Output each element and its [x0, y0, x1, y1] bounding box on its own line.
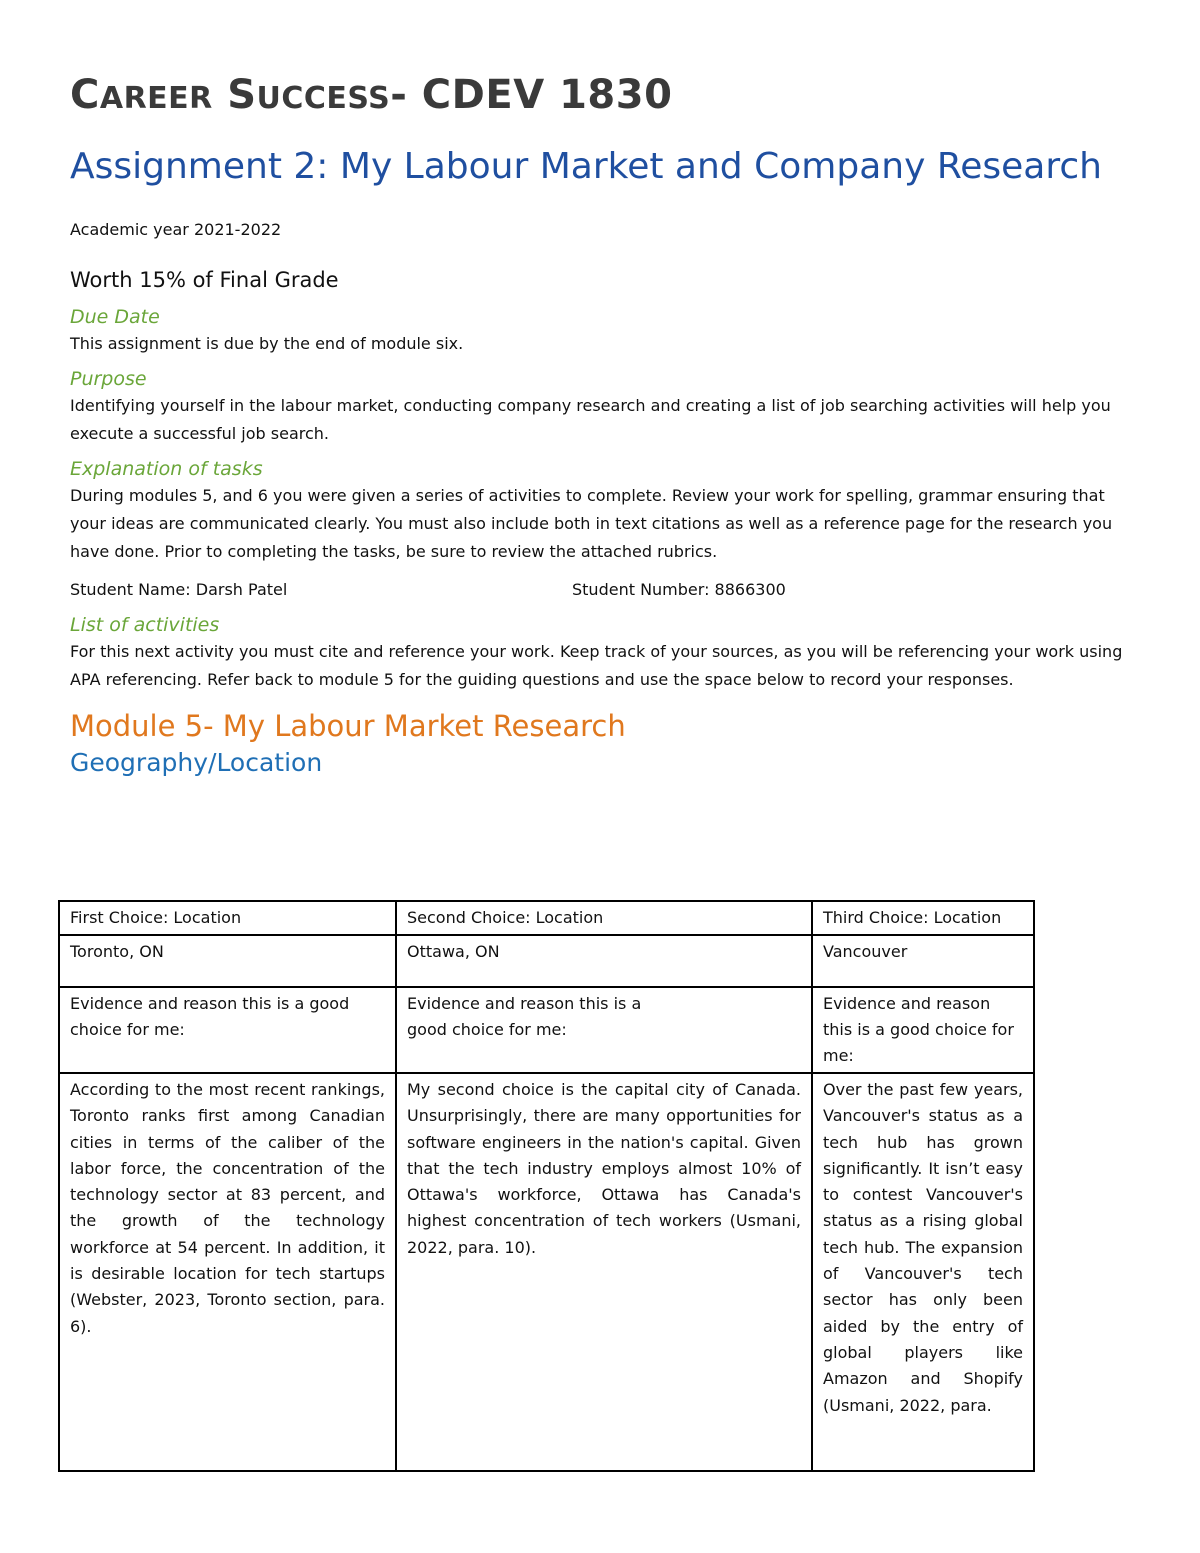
assignment-title: Assignment 2: My Labour Market and Company Research [70, 146, 1102, 187]
table-header-cell: Second Choice: Location [396, 901, 812, 935]
table-cell: Vancouver [812, 935, 1034, 987]
due-date-heading: Due Date [70, 306, 160, 328]
course-title-smallcaps-1: AREER [99, 81, 213, 116]
table-row [59, 935, 1034, 987]
student-info-row [70, 578, 1130, 602]
location-table [58, 900, 1035, 1472]
course-title-initial-s: S [227, 72, 257, 118]
course-title-smallcaps-2: UCCESS [256, 81, 391, 116]
table-cell: Toronto, ON [59, 935, 396, 987]
table-cell: Evidence and reason this is a good choice for me: [59, 987, 396, 1073]
purpose-heading: Purpose [70, 368, 147, 390]
table-row [59, 987, 1034, 1073]
tasks-text: During modules 5, and 6 you were given a series of activities to complete. Review your work for spelling, grammar ensuring that your ideas are communicated clearly. You must also include both in text citations as well as a reference page for the research you have done. Prior to completing the tasks, be sure to review the attached rubrics. [70, 486, 1113, 561]
table-cell: My second choice is the capital city of Canada. Unsurprisingly, there are many opportunities for software engineers in the nation's capital. Given that the tech industry employs almost 10% of Ottawa's workforce, Ottawa has Canada's highest concentration of tech workers (Usmani, 2022, para. 10). [396, 1073, 812, 1471]
course-code: - CDEV 1830 [390, 72, 673, 118]
table-cell: Over the past few years, Vancouver's status as a tech hub has grown significantly. It isn’t easy to contest Vancouver's status as a rising global tech hub. The expansion of Vancouver's tech sector has only been aided by the entry of global players like Amazon and Shopify (Usmani, 2022, para. [812, 1073, 1034, 1471]
geography-heading: Geography/Location [70, 748, 323, 777]
document-page [70, 68, 1130, 1415]
table-cell: Evidence and reason this is a good choice for me: [396, 987, 812, 1073]
activities-heading: List of activities [70, 614, 220, 636]
academic-year: Academic year 2021-2022 [70, 220, 282, 239]
table-row [59, 1073, 1034, 1471]
tasks-heading: Explanation of tasks [70, 458, 263, 480]
table-cell: Ottawa, ON [396, 935, 812, 987]
activities-text: For this next activity you must cite and reference your work. Keep track of your sources, as you will be referencing your work using APA referencing. Refer back to module 5 for the guiding questions and use the space below to record your responses. [70, 642, 1123, 689]
student-name: Student Name: Darsh Patel [70, 580, 288, 599]
course-title-initial-c: C [70, 72, 100, 118]
table-cell: Evidence and reason this is a good choice for me: [812, 987, 1034, 1073]
purpose-text: Identifying yourself in the labour market, conducting company research and creating a list of job searching activities will help you execute a successful job search. [70, 396, 1111, 443]
student-number: Student Number: 8866300 [572, 580, 786, 599]
grade-weight: Worth 15% of Final Grade [70, 268, 339, 292]
table-header-row [59, 901, 1034, 935]
table-header-cell: Third Choice: Location [812, 901, 1034, 935]
course-title [70, 68, 1130, 126]
table-cell: According to the most recent rankings, Toronto ranks first among Canadian cities in terms of the caliber of the labor force, the concentration of the technology sector at 83 percent, and the growth of the technology workforce at 54 percent. In addition, it is desirable location for tech startups (Webster, 2023, Toronto section, para. 6). [59, 1073, 396, 1471]
table-header-cell: First Choice: Location [59, 901, 396, 935]
module-heading: Module 5- My Labour Market Research [70, 709, 626, 743]
due-date-text: This assignment is due by the end of module six. [70, 334, 464, 353]
